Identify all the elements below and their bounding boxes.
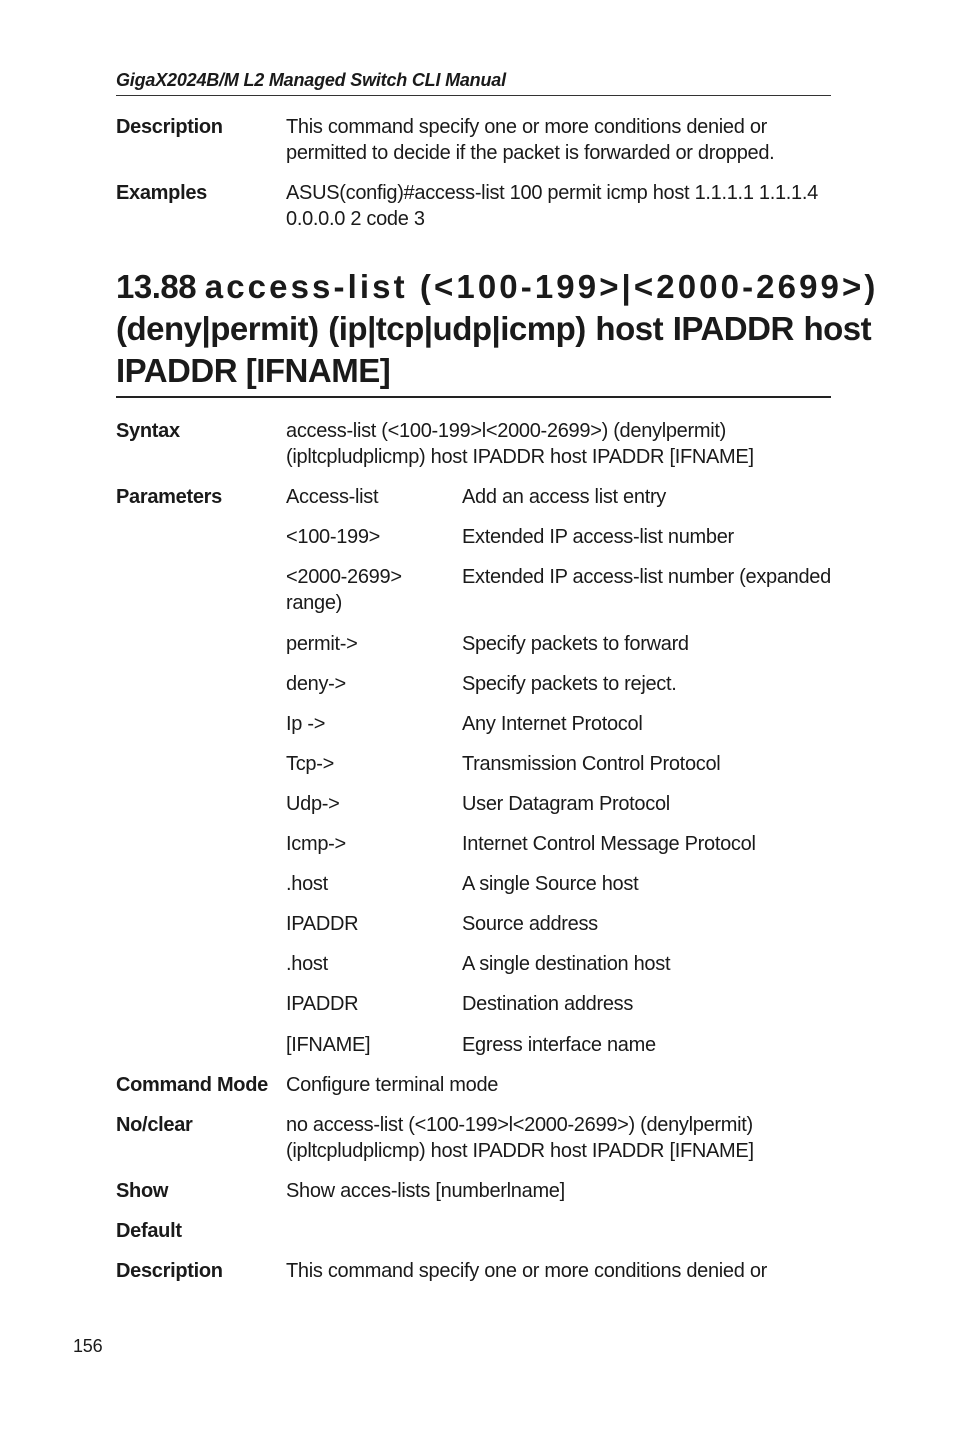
parameter-item [286, 791, 831, 817]
description-label: Description [116, 1260, 223, 1282]
section-number: 13.88 [116, 268, 197, 305]
parameter-name: IPADDR [286, 993, 359, 1015]
section-heading [116, 266, 879, 392]
section-title-line-3: IPADDR [IFNAME] [116, 352, 391, 389]
parameter-item [286, 911, 831, 937]
parameter-description: Source address [462, 913, 598, 935]
description-value: This command specify one or more conditions denied or [286, 1260, 768, 1282]
syntax-row [116, 418, 831, 470]
parameter-name: Icmp-> [286, 833, 346, 855]
parameter-item [286, 564, 831, 616]
parameter-item [286, 751, 831, 777]
parameter-name: Udp-> [286, 793, 340, 815]
no-clear-row [116, 1112, 831, 1164]
parameter-name: deny-> [286, 673, 346, 695]
parameter-name: .host [286, 873, 328, 895]
parameter-item [286, 631, 831, 657]
show-value: Show acces-lists [numberlname] [286, 1180, 565, 1202]
parameter-description: Destination address [462, 993, 634, 1015]
prev-description-text: This command specify one or more conditions denied or permitted to decide if the packet is forwarded or dropped. [286, 116, 775, 164]
parameter-description: A single Source host [462, 873, 639, 895]
running-header-title: GigaX2024B/M L2 Managed Switch CLI Manual [116, 70, 506, 90]
parameter-name: <2000-2699> [286, 566, 402, 588]
parameter-description: Specify packets to forward [462, 633, 689, 655]
parameter-item [286, 951, 831, 977]
parameter-item [286, 871, 831, 897]
prev-description-row [116, 114, 831, 166]
parameter-name: .host [286, 953, 328, 975]
parameter-description: Extended IP access-list number (expanded [462, 566, 831, 588]
prev-examples-line-2: 0.0.0.0 2 code 3 [286, 208, 425, 230]
parameter-item [286, 484, 831, 510]
prev-description-label: Description [116, 116, 223, 138]
parameter-description: Internet Control Message Protocol [462, 833, 756, 855]
prev-examples-label: Examples [116, 182, 207, 204]
parameter-name: permit-> [286, 633, 358, 655]
default-row [116, 1218, 831, 1244]
no-clear-line-2: (ipltcpludplicmp) host IPADDR host IPADDR [IFNAME] [286, 1140, 754, 1162]
no-clear-line-1: no access-list (<100-199>l<2000-2699>) (denylpermit) [286, 1114, 753, 1136]
parameter-name: Access-list [286, 486, 379, 508]
syntax-text [286, 418, 831, 470]
syntax-line-1: access-list (<100-199>l<2000-2699>) (denylpermit) [286, 420, 726, 442]
description-row [116, 1258, 831, 1284]
parameter-name: IPADDR [286, 913, 359, 935]
show-label: Show [116, 1180, 169, 1202]
parameter-item [286, 831, 831, 857]
parameter-description: Egress interface name [462, 1034, 656, 1056]
parameter-name: [IFNAME] [286, 1034, 371, 1056]
parameter-description: A single destination host [462, 953, 671, 975]
section-title-line-1: access-list (<100-199>|<2000-2699>) [204, 268, 879, 305]
parameter-item [286, 991, 831, 1017]
prev-examples-text [286, 180, 831, 232]
parameter-description: User Datagram Protocol [462, 793, 670, 815]
syntax-line-2: (ipltcpludplicmp) host IPADDR host IPADDR [IFNAME] [286, 446, 754, 468]
parameter-name: Tcp-> [286, 753, 334, 775]
section-title-line-2: (deny|permit) (ip|tcp|udp|icmp) host IPADDR host [116, 310, 872, 347]
parameter-item [286, 671, 831, 697]
parameter-item [286, 524, 831, 550]
parameter-item [286, 1032, 831, 1058]
syntax-label: Syntax [116, 420, 180, 442]
default-label: Default [116, 1220, 182, 1242]
parameter-description: Add an access list entry [462, 486, 667, 508]
prev-examples-row [116, 180, 831, 232]
parameter-description-continuation: range) [286, 592, 343, 614]
parameter-item [286, 711, 831, 737]
no-clear-label: No/clear [116, 1114, 193, 1136]
parameters-label: Parameters [116, 486, 222, 508]
parameter-name: <100-199> [286, 526, 381, 548]
parameter-description: Extended IP access-list number [462, 526, 734, 548]
command-mode-label: Command Mode [116, 1074, 268, 1096]
header-divider [116, 95, 831, 96]
command-mode-value: Configure terminal mode [286, 1074, 499, 1096]
parameter-description: Specify packets to reject. [462, 673, 677, 695]
page-number: 156 [73, 1336, 103, 1356]
show-row [116, 1178, 831, 1204]
command-mode-row [116, 1072, 831, 1098]
parameter-description: Any Internet Protocol [462, 713, 643, 735]
prev-examples-line-1: ASUS(config)#access-list 100 permit icmp host 1.1.1.1 1.1.1.4 [286, 182, 818, 204]
section-heading-line-1 [116, 266, 879, 308]
parameter-description: Transmission Control Protocol [462, 753, 721, 775]
parameter-name: Ip -> [286, 713, 326, 735]
no-clear-text [286, 1112, 831, 1164]
section-divider [116, 396, 831, 398]
